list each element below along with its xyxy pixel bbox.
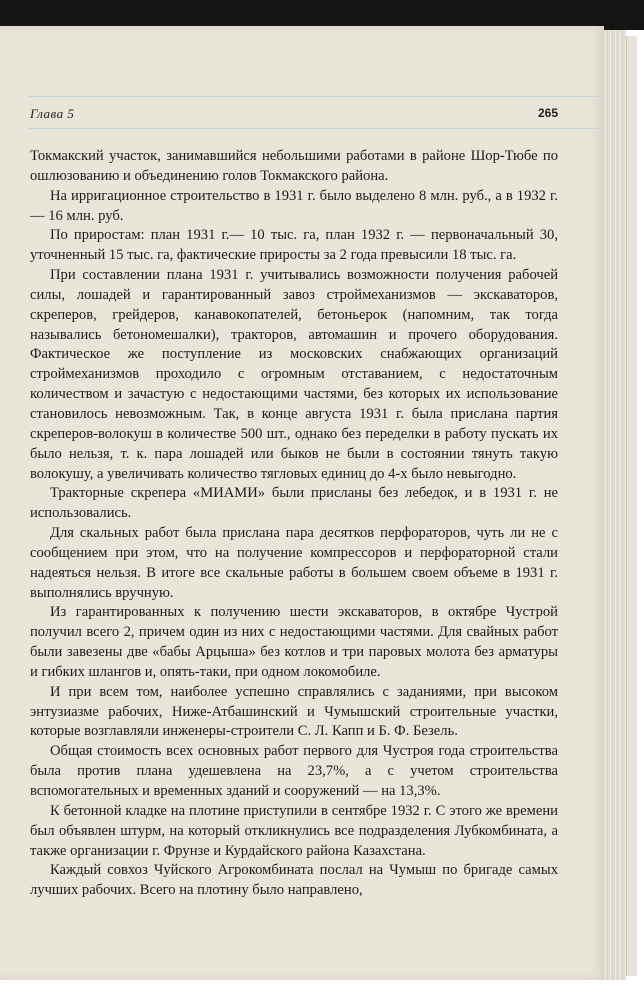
paragraph: К бетонной кладке на плотине приступили в сентябре 1932 г. С этого же времени был объявлен штурм, на который откликнулись все подразделения Лубкомбината, а также организации г. Фрунзе и Курдайского района Казахстана.: [30, 802, 558, 859]
page-stack-edge: [604, 30, 626, 980]
chapter-label: Глава 5: [30, 106, 75, 121]
paragraph: Тракторные скрепера «МИАМИ» были присланы без лебедок, и в 1931 г. не использовались.: [30, 485, 558, 522]
paragraph: Из гарантированных к получению шести экскаваторов, в октябре Чустрой получил всего 2, причем один из них с недостающими частями. Для свайных работ были завезены две «бабы Арцыша» без котлов и три паровых молота без арматуры и гибких шлангов и, опять-таки, при одном локомобиле.: [30, 604, 558, 680]
page-number: 265: [537, 106, 558, 120]
paragraph: Каждый совхоз Чуйского Агрокомбината послал на Чумыш по бригаде самых лучших рабочих. Всего на плотину было направлено,: [30, 862, 558, 899]
paragraph: При составлении плана 1931 г. учитывались возможности получения рабочей силы, лошадей и гарантированный завоз строймеханизмов — экскаваторов, скреперов, грейдеров, канавокопателей, бетоньерок (напомним, так тогда назывались бетономешалки), тракторов, автомашин и прочего оборудования. Фактическое же поступление из московских снабжающих организаций строймеханизмов проходило с огромным отставанием, с недостаточным количеством и зачастую с недостающими частями, без которых их использование становилось невозможным. Так, в конце августа 1931 г. была прислана партия скреперов-волокуш в количестве 500 шт., однако без переделки в работу пускать их было нельзя, т. к. пара лошадей или быков не были в состоянии тянуть такую волокушу, а увеличивать количество тягловых единиц до 4-х было невыгодно.: [30, 267, 558, 482]
paragraph: По приростам: план 1931 г.— 10 тыс. га, план 1932 г. — первоначальный 30, уточненный 15 тыс. га, фактические приросты за 2 года превысили 18 тыс. га.: [30, 227, 558, 264]
page-stack-edge-outer: [626, 36, 637, 976]
running-header: [30, 106, 558, 124]
header-rule-bottom: [28, 128, 600, 129]
header-rule-top: [28, 96, 600, 97]
body-text: [30, 147, 558, 901]
paragraph: На ирригационное строительство в 1931 г. было выделено 8 млн. руб., а в 1932 г.— 16 млн. руб.: [30, 187, 558, 224]
paragraph: Для скальных работ была прислана пара десятков перфораторов, чуть ли не с сообщением при этом, что на получение компрессоров и перфораторной стали надеяться нельзя. В итоге все скальные работы в большем своем объеме в 1931 г. выполнялись вручную.: [30, 525, 558, 601]
paragraph: Токмакский участок, занимавшийся небольшими работами в районе Шор-Тюбе по ошлюзованию и объединению голов Токмакского района.: [30, 148, 558, 184]
paragraph: Общая стоимость всех основных работ первого для Чустроя года строительства была против плана удешевлена на 23,7%, а с учетом строительства вспомогательных и временных зданий и сооружений — на 13,3%.: [30, 743, 558, 799]
paragraph: И при всем том, наиболее успешно справлялись с заданиями, при высоком энтузиазме рабочих, Ниже-Атбашинский и Чумышский строительные участки, которые возглавляли инженеры-строители С. Л. Капп и Б. Ф. Безель.: [30, 683, 558, 740]
